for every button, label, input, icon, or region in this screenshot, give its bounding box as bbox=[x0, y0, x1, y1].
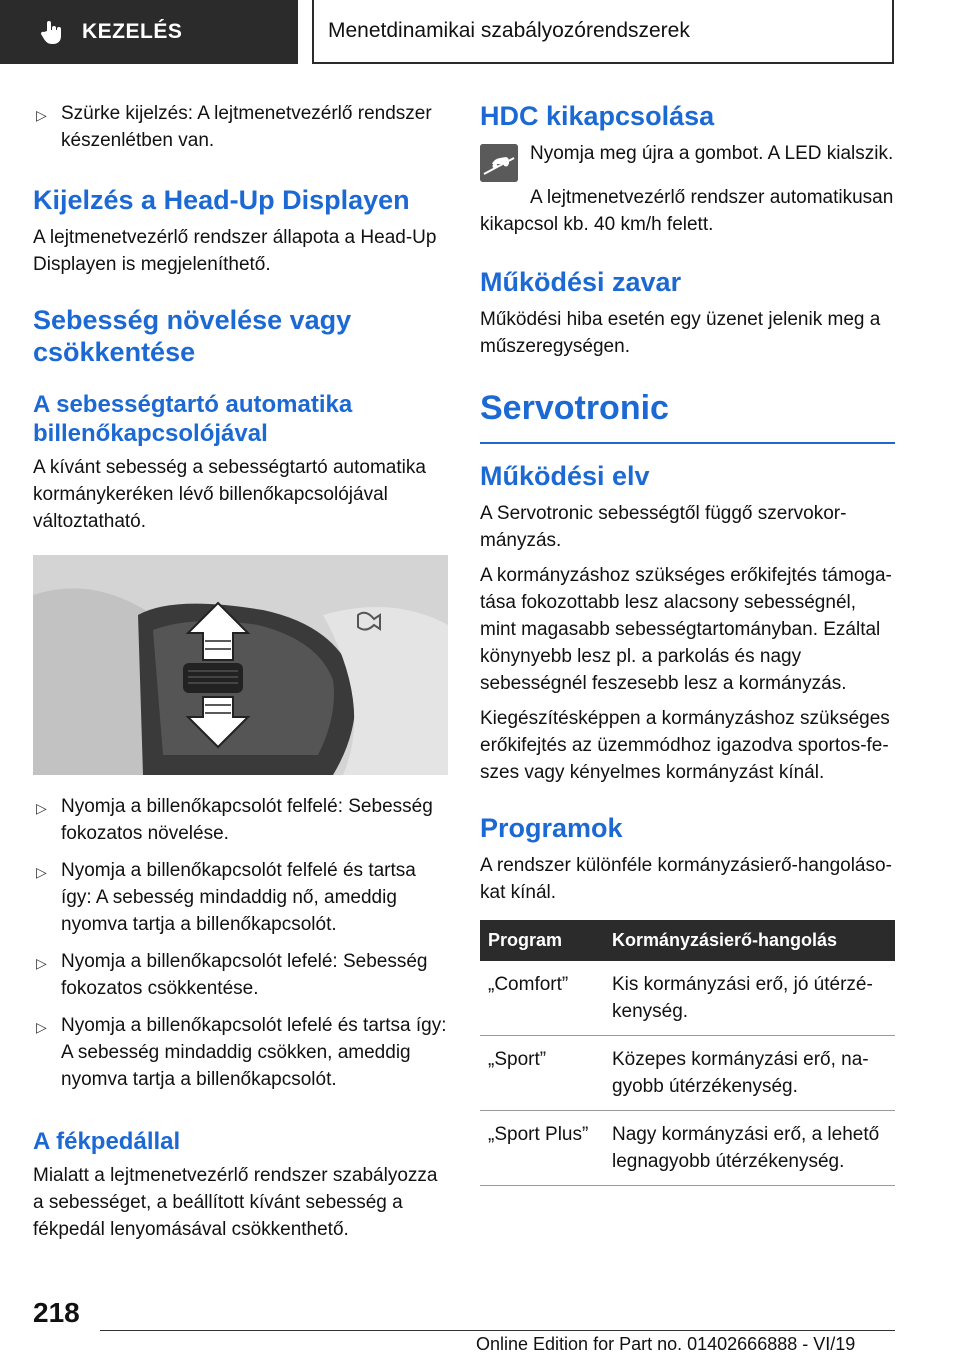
edition-note: Online Edition for Part no. 01402666888 - VI/19 bbox=[476, 1334, 856, 1354]
triangle-bullet-icon: ▷ bbox=[36, 955, 47, 971]
programs-table bbox=[480, 920, 895, 1186]
heading-brake: A fékpedállal bbox=[33, 1128, 181, 1155]
heading-servotronic: Servotronic bbox=[480, 388, 895, 444]
paragraph-hdc2: A lejtmenetvezérlő rendszer automatikusan kikapcsol kb. 40 km/h felett. bbox=[480, 187, 894, 235]
paragraph-principle3: Kiegészítésképpen a kormányzáshoz szükséges erőkifejtés az üzemmódhoz igazodva sportos-feszes vagy kényelmes kormányzást kínál. bbox=[480, 708, 890, 783]
paragraph-programs: A rendszer különféle kormányzásierő-hangolásokat kínál. bbox=[480, 855, 892, 903]
footer-divider bbox=[100, 1330, 895, 1331]
section-tab bbox=[0, 0, 298, 64]
left-column bbox=[33, 100, 448, 1251]
table-cell: „Sport Plus” bbox=[480, 1111, 604, 1186]
table-row bbox=[480, 1036, 895, 1111]
hill-descent-icon bbox=[480, 144, 518, 182]
table-cell: Nagy kormányzási erő, a lehető legnagyobb útérzékenység. bbox=[604, 1111, 895, 1186]
chapter-title: Menetdinamikai szabályozórendszerek bbox=[328, 19, 690, 42]
heading-principle: Működési elv bbox=[480, 461, 650, 491]
triangle-bullet-icon: ▷ bbox=[36, 800, 47, 816]
paragraph-switch: A kívánt sebesség a sebességtartó automatika kormánykeréken lévő billenőkapcsolójával változtatható. bbox=[33, 457, 426, 532]
paragraph-fault: Működési hiba esetén egy üzenet jelenik meg a műszeregységen. bbox=[480, 309, 881, 357]
heading-hdc-off: HDC kikapcsolása bbox=[480, 101, 715, 131]
heading-fault: Működési zavar bbox=[480, 267, 682, 297]
triangle-bullet-icon: ▷ bbox=[36, 864, 47, 880]
paragraph-hdc1: Nyomja meg újra a gombot. A LED kialszik. bbox=[530, 143, 894, 164]
steering-wheel-switch-image bbox=[33, 555, 448, 775]
table-cell: „Comfort” bbox=[480, 961, 604, 1036]
hand-pointer-icon bbox=[40, 19, 66, 45]
table-cell: „Sport” bbox=[480, 1036, 604, 1111]
table-cell: Közepes kormányzási erő, nagyobb útérzékenység. bbox=[604, 1036, 895, 1111]
right-column bbox=[480, 100, 895, 1186]
hdc-off-row bbox=[480, 140, 895, 184]
paragraph-principle2: A kormányzáshoz szükséges erőkifejtés támogatása fokozottabb lesz alacsony sebességnél, mint magasabb sebességtartományban. Ezáltal könynyebb lesz pl. a parkolás és nagy sebességnél feszesebb lesz a kormányzás. bbox=[480, 565, 892, 694]
list-item: ▷ Szürke kijelzés: A lejtmenetvezérlő rendszer készenlétben van. bbox=[36, 103, 432, 151]
table-row bbox=[480, 961, 895, 1036]
table-cell: Kis kormányzási erő, jó útérzékenység. bbox=[604, 961, 895, 1036]
list-item: ▷ Nyomja a billenőkapcsolót felfelé és tartsa így: A sebesség mindaddig nő, ameddig nyomva tartja a billenőkapcsolót. bbox=[36, 860, 416, 935]
heading-programs: Programok bbox=[480, 813, 623, 843]
list-item: ▷ Nyomja a billenőkapcsolót lefelé: Sebesség fokozatos csökkentése. bbox=[36, 951, 428, 999]
list-item: ▷ Nyomja a billenőkapcsolót lefelé és tartsa így: A sebesség mindaddig csökken, ameddig nyomva tartja a billenőkapcsolót. bbox=[36, 1015, 447, 1090]
page-number: 218 bbox=[33, 1297, 80, 1328]
triangle-bullet-icon: ▷ bbox=[36, 107, 47, 123]
table-row bbox=[480, 1111, 895, 1186]
table-header-row bbox=[480, 920, 895, 961]
table-header-cell: Kormányzásierő-hangolás bbox=[604, 920, 895, 961]
switch-bullet-list bbox=[33, 793, 448, 1093]
paragraph-brake: Mialatt a lejtmenetvezérlő rendszer szabályozza a sebességet, a beállított kívánt sebesség a fékpedál lenyomásával csökkenthető. bbox=[33, 1165, 438, 1240]
heading-hud: Kijelzés a Head-Up Displayen bbox=[33, 185, 410, 215]
paragraph-principle1: A Servotronic sebességtől függő szervokormányzás. bbox=[480, 503, 847, 551]
paragraph-hud: A lejtmenetvezérlő rendszer állapota a Head-Up Displayen is megjeleníthető. bbox=[33, 227, 437, 275]
heading-speed: Sebesség növelése vagy csökkentése bbox=[33, 305, 352, 367]
list-item: ▷ Nyomja a billenőkapcsolót felfelé: Sebesség fokozatos növelése. bbox=[36, 796, 433, 844]
section-label: KEZELÉS bbox=[82, 20, 183, 43]
chapter-title-box bbox=[312, 0, 894, 64]
triangle-bullet-icon: ▷ bbox=[36, 1019, 47, 1035]
heading-switch: A sebességtartó automatika billenőkapcsolójával bbox=[33, 391, 353, 447]
table-header-cell: Program bbox=[480, 920, 604, 961]
